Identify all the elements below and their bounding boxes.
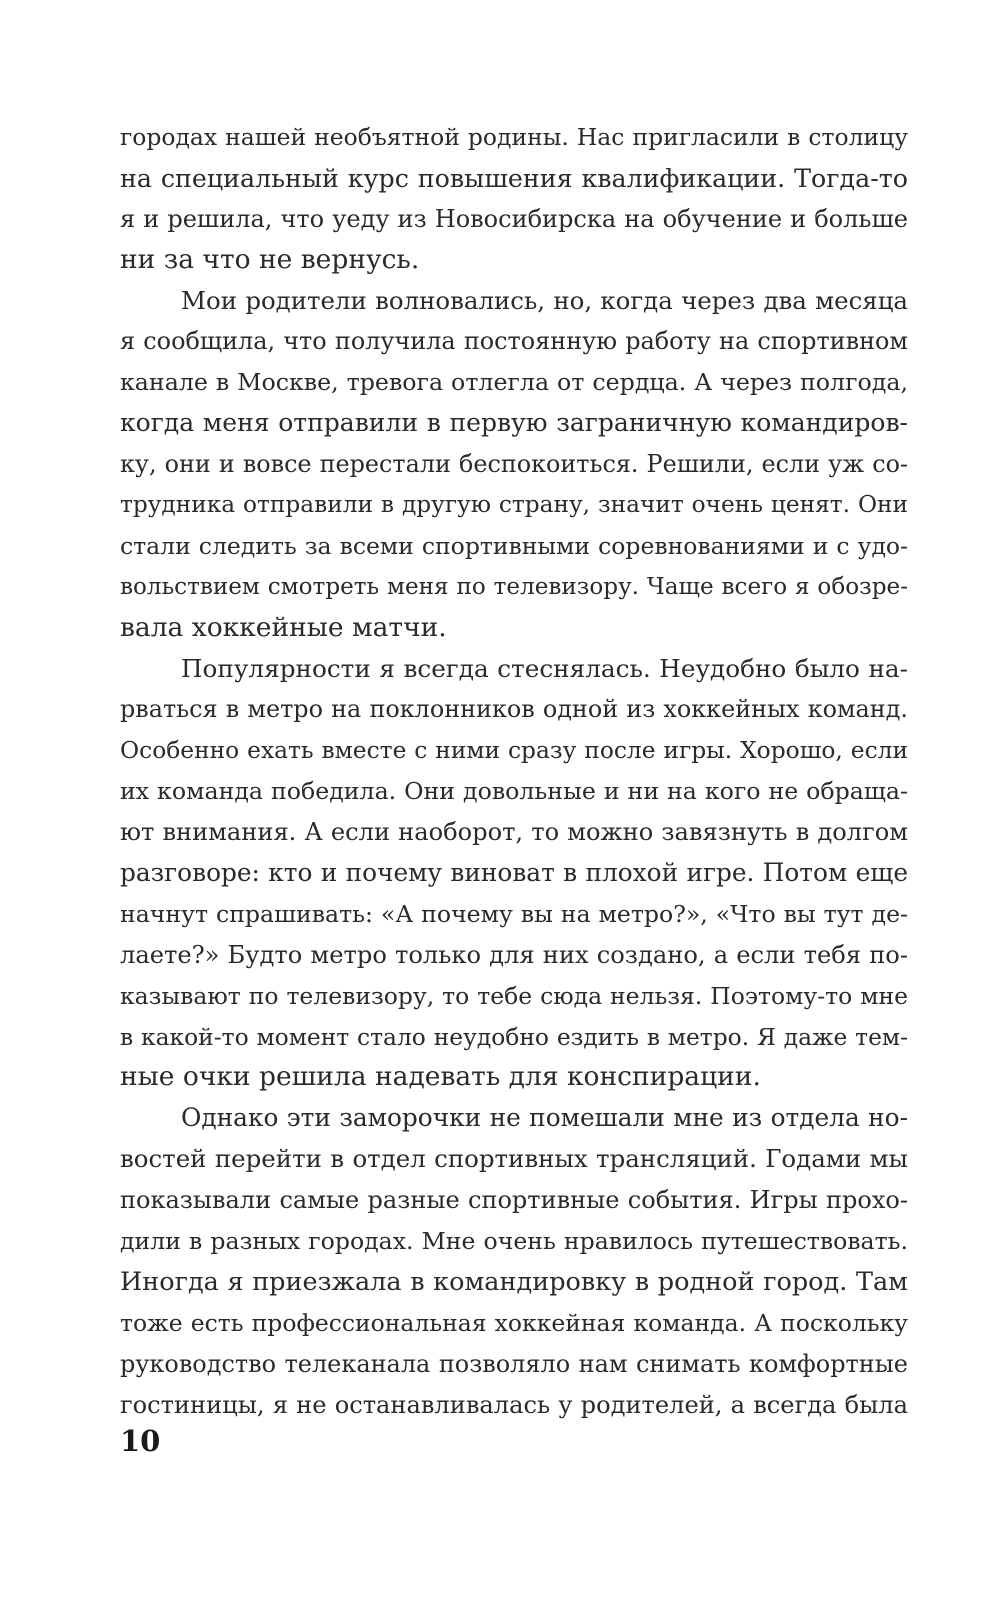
text-line: Особенно ехать вместе с ними сразу после игры. Хорошо, если <box>120 736 908 765</box>
text-line: казывают по телевизору, то тебе сюда нельзя. Поэтому-то мне <box>120 981 908 1010</box>
text-line: гостиницы, я не останавливалась у родителей, а всегда была <box>120 1390 908 1419</box>
text-line: вала хоккейные матчи. <box>120 611 447 643</box>
text-line: лаете?» Будто метро только для них создано, а если тебя по- <box>120 940 908 969</box>
text-line: трудника отправили в другую страну, значит очень ценят. Они <box>120 491 908 519</box>
text-line: на специальный курс повышения квалификации. Тогда-то <box>120 162 908 193</box>
text-line: ку, они и вовсе перестали беспокоиться. Решили, если уж со- <box>120 450 908 479</box>
text-line: ют внимания. А если наоборот, то можно завязнуть в долгом <box>120 818 908 847</box>
text-line: Популярности я всегда стеснялась. Неудобно было на- <box>181 653 908 683</box>
text-line: ные очки решила надевать для конспирации. <box>120 1061 761 1093</box>
text-line: их команда победила. Они довольные и ни на кого не обраща- <box>120 777 908 806</box>
text-line: канале в Москве, тревога отлегла от сердца. А через полгода, <box>120 368 908 397</box>
text-line: вольствием смотреть меня по телевизору. Чаще всего я обозре- <box>120 573 908 600</box>
text-line: дили в разных городах. Мне очень нравилось путешествовать. <box>120 1227 908 1256</box>
body-text <box>120 117 908 1426</box>
text-line: я и решила, что уеду из Новосибирска на обучение и больше <box>120 204 908 233</box>
text-line: разговоре: кто и почему виноват в плохой игре. Потом еще <box>120 858 908 888</box>
text-line: Мои родители волновались, но, когда через два месяца <box>181 285 908 315</box>
text-line: начнут спрашивать: «А почему вы на метро?», «Что вы тут де- <box>120 899 908 928</box>
text-line: тоже есть профессиональная хоккейная команда. А поскольку <box>120 1308 908 1337</box>
text-line: востей перейти в отдел спортивных трансляций. Годами мы <box>120 1144 908 1174</box>
text-line: Иногда я приезжала в командировку в родной город. Там <box>120 1266 908 1297</box>
text-line: рваться в метро на поклонников одной из хоккейных команд. <box>120 695 908 724</box>
text-line: в какой-то момент стало неудобно ездить в метро. Я даже тем- <box>120 1022 908 1051</box>
text-line: стали следить за всеми спортивными соревнованиями и с удо- <box>120 531 908 560</box>
text-line: ни за что не вернусь. <box>120 243 420 275</box>
text-line: я сообщила, что получила постоянную работу на спортивном <box>120 327 908 356</box>
text-line: Однако эти заморочки не помешали мне из отдела но- <box>181 1103 908 1133</box>
text-line: руководство телеканала позволяло нам снимать комфортные <box>120 1349 908 1378</box>
text-line: показывали самые разные спортивные события. Игры прохо- <box>120 1186 908 1215</box>
page-number: 10 <box>120 1424 161 1458</box>
text-line: когда меня отправили в первую заграничную командиров- <box>120 408 908 438</box>
text-line: городах нашей необъятной родины. Нас пригласили в столицу <box>120 123 908 151</box>
